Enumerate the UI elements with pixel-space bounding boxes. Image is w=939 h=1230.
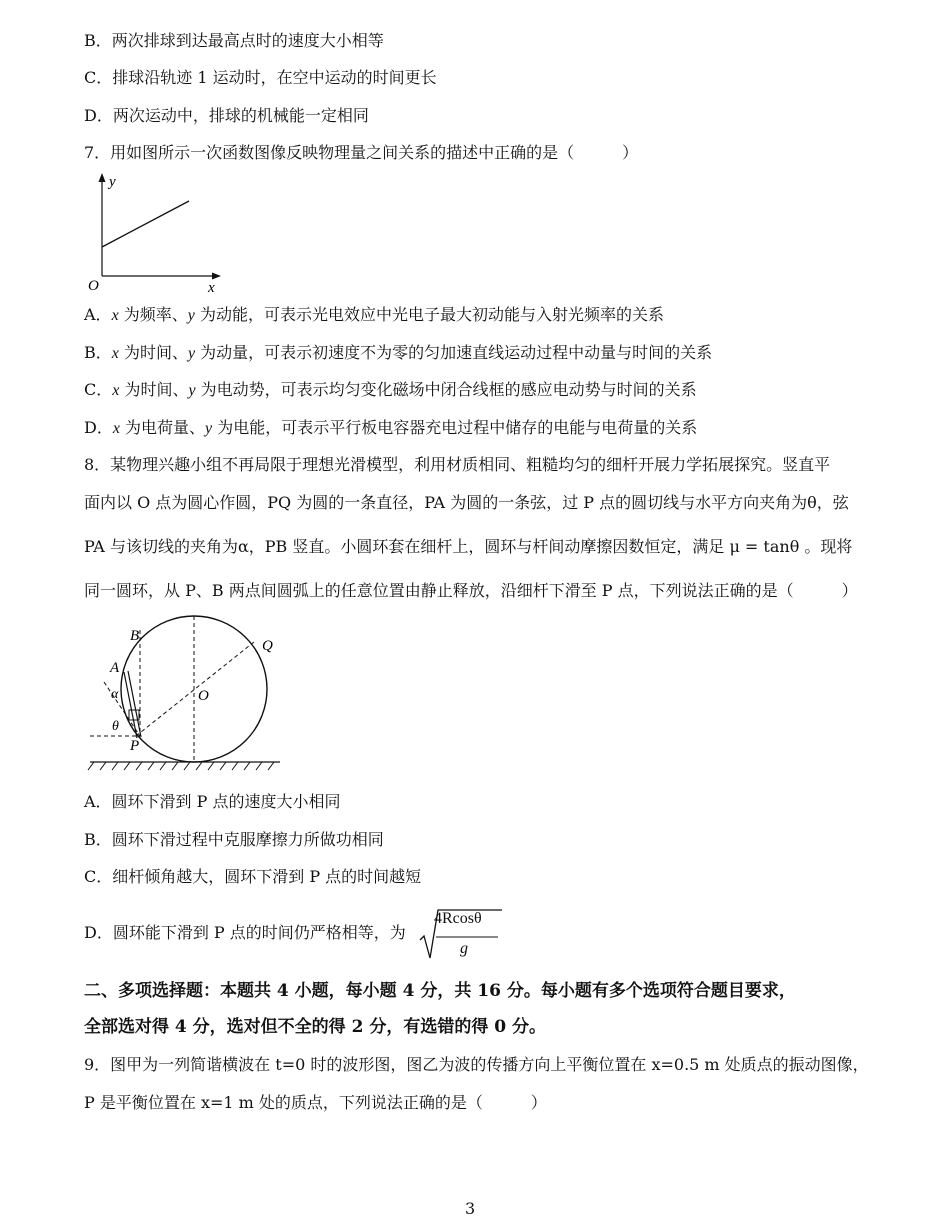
q6-option-d: D．两次运动中，排球的机械能一定相同	[84, 106, 369, 125]
q8-label-p: P	[130, 738, 140, 754]
q8-sqrt-numerator: 4Rcosθ	[434, 910, 482, 927]
section2-heading-line2: 全部选对得 4 分，选对但不全的得 2 分，有选错的得 0 分。	[84, 1017, 546, 1037]
q9-stem-line2: P 是平衡位置在 x=1 m 处的质点，下列说法正确的是（ ）	[84, 1093, 547, 1112]
q8-option-d: D．圆环能下滑到 P 点的时间仍严格相等，为	[84, 923, 406, 942]
q8-option-b: B．圆环下滑过程中克服摩擦力所做功相同	[84, 830, 384, 849]
q8-circle-figure	[84, 610, 284, 775]
q8-option-c: C．细杆倾角越大，圆环下滑到 P 点的时间越短	[84, 867, 422, 886]
q8-stem-line4: 同一圆环，从 P、B 两点间圆弧上的任意位置由静止释放，沿细杆下滑至 P 点，下列说法正确的是（ ）	[84, 581, 858, 600]
q7-option-c: C．x 为时间、y 为电动势，可表示均匀变化磁场中闭合线框的感应电动势与时间的关系	[84, 380, 697, 399]
q8-sqrt-denominator: g	[460, 940, 468, 957]
q7-option-d: D．x 为电荷量、y 为电能，可表示平行板电容器充电过程中储存的电能与电荷量的关系	[84, 418, 698, 437]
q8-label-o: O	[198, 688, 209, 704]
q7-linear-graph	[84, 170, 234, 295]
q9-stem-line1: 9．图甲为一列简谐横波在 t=0 时的波形图，图乙为波的传播方向上平衡位置在 x=0.5 m 处质点的振动图像，	[84, 1055, 869, 1074]
q8-option-a: A．圆环下滑到 P 点的速度大小相同	[84, 792, 341, 811]
q8-label-b: B	[130, 628, 140, 644]
q7-stem: 7．用如图所示一次函数图像反映物理量之间关系的描述中正确的是（ ）	[84, 143, 639, 162]
page-number: 3	[465, 1199, 476, 1218]
q8-label-theta: θ	[112, 719, 119, 734]
q8-stem-line1: 8．某物理兴趣小组不再局限于理想光滑模型，利用材质相同、粗糙均匀的细杆开展力学拓展探究。竖直平	[84, 455, 831, 474]
q7-graph-origin-label: O	[88, 278, 99, 294]
q8-label-alpha: α	[111, 687, 119, 702]
q7-graph-y-label: y	[109, 174, 116, 190]
q6-option-b: B．两次排球到达最高点时的速度大小相等	[84, 31, 384, 50]
q7-option-b: B．x 为时间、y 为动量，可表示初速度不为零的匀加速直线运动过程中动量与时间的关系	[84, 343, 713, 362]
q8-stem-line3: PA 与该切线的夹角为α，PB 竖直。小圆环套在细杆上，圆环与杆间动摩擦因数恒定，满足 μ = tanθ 。现将	[84, 537, 853, 556]
q7-option-a: A．x 为频率、y 为动能，可表示光电效应中光电子最大初动能与入射光频率的关系	[84, 305, 664, 324]
section2-heading-line1: 二、多项选择题：本题共 4 小题，每小题 4 分，共 16 分。每小题有多个选项符合题目要求，	[84, 981, 796, 1001]
q7-graph-x-label: x	[208, 280, 215, 295]
q8-stem-line2: 面内以 O 点为圆心作圆，PQ 为圆的一条直径，PA 为圆的一条弦，过 P 点的圆切线与水平方向夹角为θ，弦	[84, 493, 849, 512]
q6-option-c: C．排球沿轨迹 1 运动时，在空中运动的时间更长	[84, 68, 437, 87]
q8-label-q: Q	[262, 638, 273, 654]
q8-label-a: A	[110, 660, 120, 676]
